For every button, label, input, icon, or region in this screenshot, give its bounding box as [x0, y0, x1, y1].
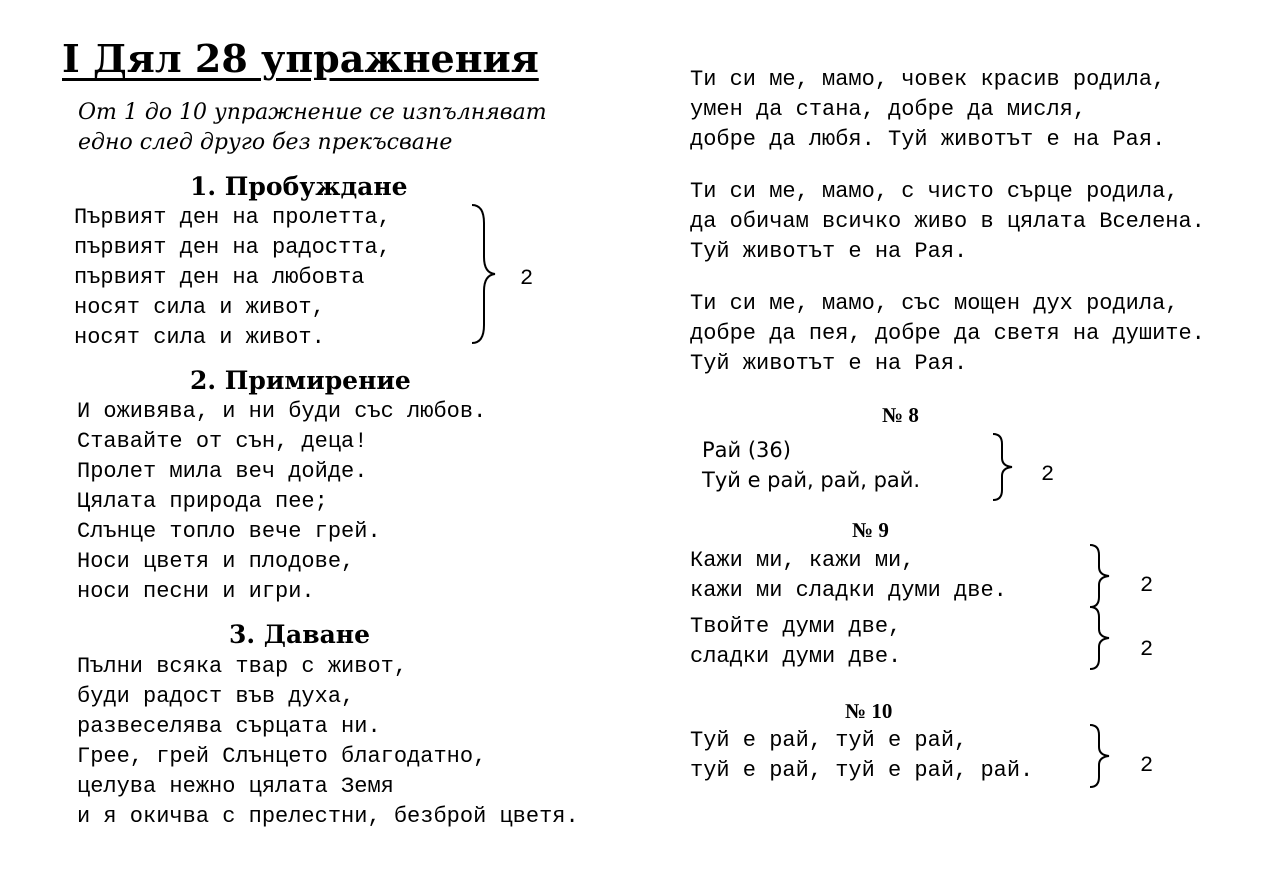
song-8-heading: № 8	[882, 403, 919, 427]
repeat-brace-icon	[1087, 543, 1113, 609]
verse-line: Слънце топло вече грей.	[77, 519, 381, 544]
exercise-1-verse	[74, 203, 391, 353]
verse-line: Кажи ми, кажи ми,	[690, 548, 915, 573]
song-10-verse	[690, 726, 1033, 786]
song-8-verse	[702, 435, 920, 495]
verse-line: кажи ми сладки думи две.	[690, 578, 1007, 603]
verse-line: Твойте думи две,	[690, 614, 902, 639]
verse-line: Ставайте от сън, деца!	[77, 429, 368, 454]
exercise-2-verse	[77, 397, 486, 607]
song-9-verse-a	[690, 546, 1007, 606]
verse-line: Туй животът е на Рая.	[690, 239, 968, 264]
verse-line: Носи цветя и плодове,	[77, 549, 355, 574]
verse-line: целува нежно цялата Земя	[77, 774, 394, 799]
mother-stanza-2	[690, 177, 1205, 267]
verse-line: Пълни всяка твар с живот,	[77, 654, 408, 679]
exercise-2-heading: 2. Примирение	[190, 366, 411, 395]
repeat-brace-icon	[1087, 605, 1113, 671]
exercise-1-heading: 1. Пробуждане	[190, 172, 408, 201]
verse-line: Грее, грей Слънцето благодатно,	[77, 744, 487, 769]
verse-line: добре да пея, добре да светя на душите.	[690, 321, 1205, 346]
verse-line: първият ден на любовта	[74, 265, 365, 290]
verse-line: Пролет мила веч дойде.	[77, 459, 368, 484]
exercise-3-heading: 3. Даване	[229, 620, 371, 649]
verse-line: носят сила и живот,	[74, 295, 325, 320]
verse-line: добре да любя. Туй животът е на Рая.	[690, 127, 1166, 152]
song-9-heading: № 9	[852, 518, 889, 542]
intro-line: едно след друго без прекъсване	[78, 130, 453, 155]
verse-line: носи песни и игри.	[77, 579, 315, 604]
verse-line: Рай (36)	[702, 438, 791, 462]
repeat-count: 2	[1140, 573, 1154, 598]
verse-line: носят сила и живот.	[74, 325, 325, 350]
repeat-count: 2	[1041, 462, 1055, 487]
verse-line: Туй е рай, туй е рай,	[690, 728, 968, 753]
verse-line: сладки думи две.	[690, 644, 902, 669]
mother-stanza-3	[690, 289, 1205, 379]
verse-line: Туй животът е на Рая.	[690, 351, 968, 376]
verse-line: да обичам всичко живо в цялата Вселена.	[690, 209, 1205, 234]
verse-line: буди радост във духа,	[77, 684, 355, 709]
verse-line: И оживява, и ни буди със любов.	[77, 399, 487, 424]
repeat-brace-icon	[1087, 723, 1113, 789]
verse-line: Първият ден на пролетта,	[74, 205, 391, 230]
song-10-heading: № 10	[845, 699, 893, 723]
repeat-brace-icon	[468, 203, 498, 345]
verse-line: и я окичва с прелестни, безброй цветя.	[77, 804, 579, 829]
repeat-brace-icon	[990, 432, 1016, 502]
verse-line: Туй е рай, рай, рай.	[702, 468, 921, 492]
verse-line: Цялата природа пее;	[77, 489, 328, 514]
intro-note	[78, 98, 547, 158]
song-9-verse-b	[690, 612, 901, 672]
verse-line: първият ден на радостта,	[74, 235, 391, 260]
intro-line: От 1 до 10 упражнение се изпълняват	[78, 100, 547, 125]
verse-line: развеселява сърцата ни.	[77, 714, 381, 739]
verse-line: Ти си ме, мамо, човек красив родила,	[690, 67, 1166, 92]
verse-line: Ти си ме, мамо, със мощен дух родила,	[690, 291, 1179, 316]
page-title: I Дял 28 упражнения	[62, 36, 539, 81]
repeat-count: 2	[1140, 753, 1154, 778]
verse-line: Ти си ме, мамо, с чисто сърце родила,	[690, 179, 1179, 204]
verse-line: туй е рай, туй е рай, рай.	[690, 758, 1034, 783]
repeat-count: 2	[1140, 637, 1154, 662]
mother-stanza-1	[690, 65, 1165, 155]
verse-line: умен да стана, добре да мисля,	[690, 97, 1087, 122]
exercise-3-verse	[77, 652, 579, 832]
repeat-count: 2	[520, 266, 534, 291]
